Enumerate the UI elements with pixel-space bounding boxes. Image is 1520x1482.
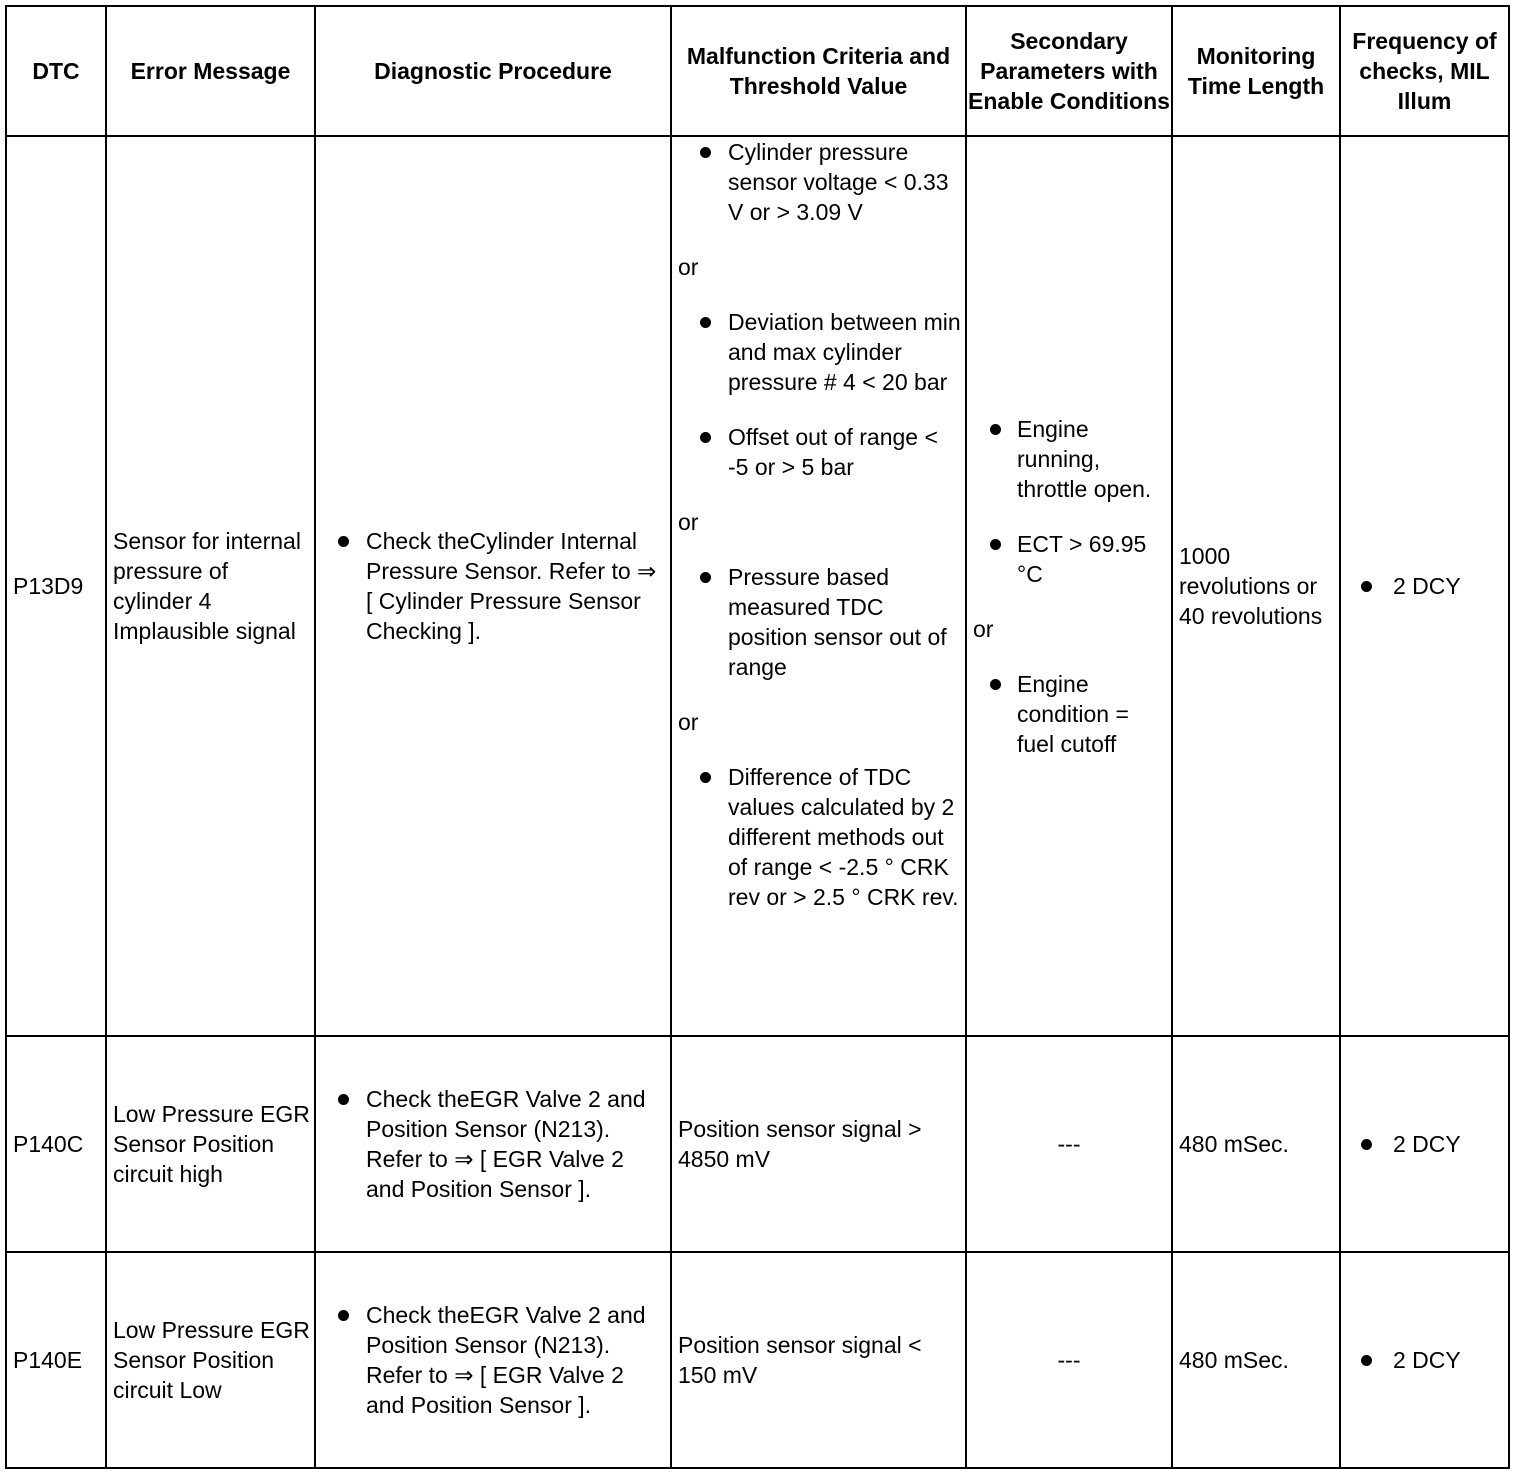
dtc-code: P13D9 xyxy=(6,136,106,1036)
secondary-parameters: --- xyxy=(966,1252,1172,1468)
frequency xyxy=(1340,1036,1509,1252)
error-message: Low Pressure EGR Sensor Position circuit high xyxy=(106,1036,315,1252)
malfunction-criteria: Position sensor signal > 4850 mV xyxy=(671,1036,966,1252)
secondary-parameters xyxy=(966,136,1172,1036)
secondary-bullet: Engine running, throttle open. xyxy=(973,414,1167,504)
header-frequency: Frequency of checks, MIL Illum xyxy=(1340,6,1509,136)
criteria-bullet: Difference of TDC values calculated by 2 different methods out of range < -2.5 ° CRK rev or > 2.5 ° CRK rev. xyxy=(678,762,961,912)
table-row xyxy=(6,1036,1509,1252)
header-error-message: Error Message xyxy=(106,6,315,136)
frequency-bullet: 2 DCY xyxy=(1341,571,1504,601)
criteria-or: or xyxy=(678,509,699,535)
secondary-bullet: ECT > 69.95 °C xyxy=(973,529,1167,589)
frequency xyxy=(1340,1252,1509,1468)
secondary-or: or xyxy=(973,615,994,642)
header-row xyxy=(6,6,1509,136)
secondary-bullet: Engine condition = fuel cutoff xyxy=(973,669,1167,759)
procedure-bullet: Check theEGR Valve 2 and Position Sensor (N213). Refer to ⇒ [ EGR Valve 2 and Position Sensor ]. xyxy=(322,1300,666,1420)
dtc-code: P140E xyxy=(6,1252,106,1468)
malfunction-criteria xyxy=(671,136,966,1036)
table-row xyxy=(6,136,1509,1036)
monitoring-time: 480 mSec. xyxy=(1172,1252,1340,1468)
error-message: Low Pressure EGR Sensor Position circuit Low xyxy=(106,1252,315,1468)
criteria-bullet: Pressure based measured TDC position sensor out of range xyxy=(678,562,961,682)
header-malfunction-criteria: Malfunction Criteria and Threshold Value xyxy=(671,6,966,136)
criteria-or: or xyxy=(678,254,699,280)
error-message: Sensor for internal pressure of cylinder 4 Implausible signal xyxy=(106,136,315,1036)
procedure-bullet: Check theEGR Valve 2 and Position Sensor (N213). Refer to ⇒ [ EGR Valve 2 and Position Sensor ]. xyxy=(322,1084,666,1204)
header-dtc: DTC xyxy=(6,6,106,136)
monitoring-time: 1000 revolutions or 40 revolutions xyxy=(1172,136,1340,1036)
header-secondary-parameters: Secondary Parameters with Enable Conditions xyxy=(966,6,1172,136)
criteria-bullet: Deviation between min and max cylinder pressure # 4 < 20 bar xyxy=(678,307,961,397)
procedure-bullet: Check theCylinder Internal Pressure Sensor. Refer to ⇒ [ Cylinder Pressure Sensor Checking ]. xyxy=(322,526,666,646)
dtc-table xyxy=(5,5,1510,1469)
frequency xyxy=(1340,136,1509,1036)
dtc-code: P140C xyxy=(6,1036,106,1252)
table-row xyxy=(6,1252,1509,1468)
frequency-bullet: 2 DCY xyxy=(1341,1345,1504,1375)
criteria-bullet: Offset out of range < -5 or > 5 bar xyxy=(678,422,961,482)
frequency-bullet: 2 DCY xyxy=(1341,1129,1504,1159)
diagnostic-procedure xyxy=(315,136,671,1036)
secondary-parameters: --- xyxy=(966,1036,1172,1252)
diagnostic-procedure xyxy=(315,1252,671,1468)
criteria-or: or xyxy=(678,709,699,735)
monitoring-time: 480 mSec. xyxy=(1172,1036,1340,1252)
malfunction-criteria: Position sensor signal < 150 mV xyxy=(671,1252,966,1468)
criteria-bullet: Cylinder pressure sensor voltage < 0.33 V or > 3.09 V xyxy=(678,137,961,227)
diagnostic-procedure xyxy=(315,1036,671,1252)
header-monitoring-time: Monitoring Time Length xyxy=(1172,6,1340,136)
header-diagnostic-procedure: Diagnostic Procedure xyxy=(315,6,671,136)
